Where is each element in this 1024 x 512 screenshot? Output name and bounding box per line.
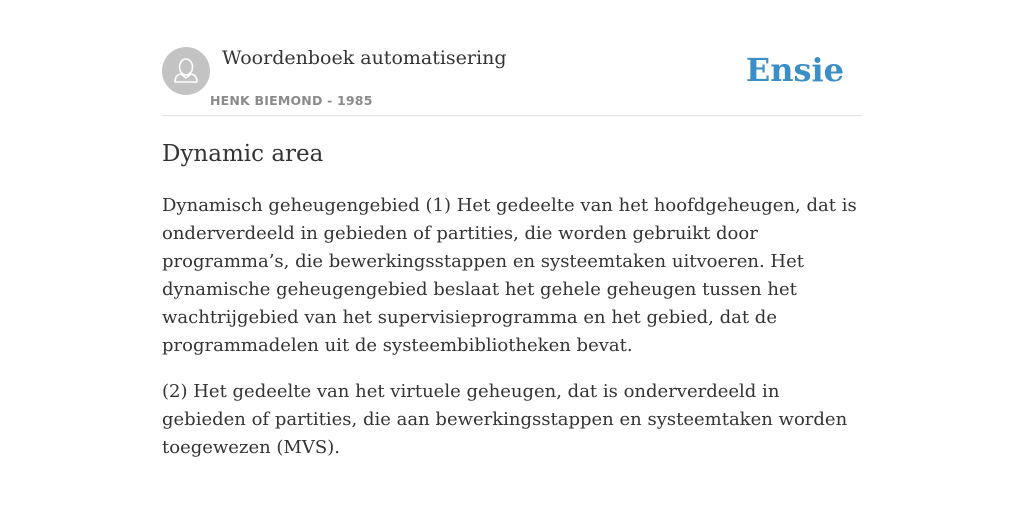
entry-title: Dynamic area	[162, 141, 324, 167]
author-byline[interactable]: HENK BIEMOND - 1985	[210, 93, 373, 108]
entry-body	[162, 192, 862, 480]
ensie-logo[interactable]: Ensie	[745, 51, 844, 89]
entry-paragraph: (2) Het gedeelte van het virtuele geheugen, dat is onderverdeeld in gebieden of partities, die aan bewerkingsstappen en systeemtaken worden toegewezen (MVS).	[162, 381, 848, 458]
entry-header	[162, 46, 862, 116]
dictionary-title[interactable]: Woordenboek automatisering	[222, 47, 507, 69]
entry-paragraph: Dynamisch geheugengebied (1) Het gedeelte van het hoofdgeheugen, dat is onderverdeeld in gebieden of partities, die worden gebruikt door programma’s, die bewerkingsstappen en systeemtaken uitvoeren. Het dynamische geheugengebied beslaat het gehele geheugen tussen het wachtrijgebied van het supervisieprogramma en het gebied, dat de programmadelen uit de systeembibliotheken bevat.	[162, 195, 857, 356]
author-avatar[interactable]	[162, 47, 210, 95]
user-icon	[162, 47, 210, 95]
